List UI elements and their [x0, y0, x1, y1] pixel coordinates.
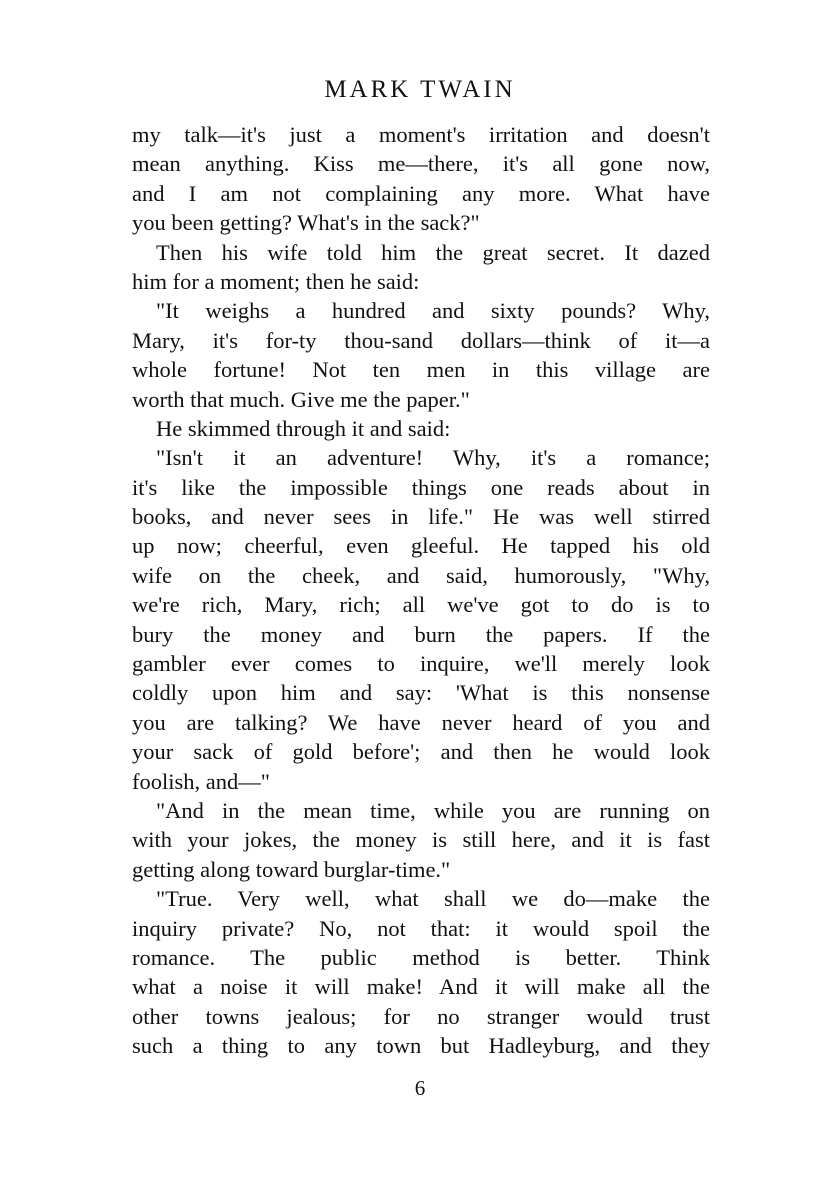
- text-line: books, and never sees in life." He was well stirred: [132, 504, 710, 530]
- text-line: gambler ever comes to inquire, we'll merely look: [132, 651, 710, 677]
- text-line: foolish, and—": [132, 768, 270, 794]
- text-line: we're rich, Mary, rich; all we've got to do is to: [132, 592, 710, 618]
- text-line: Mary, it's for-ty thou-sand dollars—think of it—a: [132, 327, 710, 353]
- text-line: "Isn't it an adventure! Why, it's a romance;: [156, 445, 710, 471]
- text-line: your sack of gold before'; and then he would look: [132, 739, 710, 765]
- text-line: with your jokes, the money is still here, and it is fast: [132, 827, 710, 853]
- text-line: "True. Very well, what shall we do—make the: [156, 886, 710, 912]
- text-line: you been getting? What's in the sack?": [132, 210, 480, 236]
- text-line: him for a moment; then he said:: [132, 268, 420, 294]
- text-line: mean anything. Kiss me—there, it's all gone now,: [132, 151, 710, 177]
- text-line: coldly upon him and say: 'What is this nonsense: [132, 680, 710, 706]
- text-line: you are talking? We have never heard of you and: [132, 709, 710, 735]
- running-head: MARK TWAIN: [324, 76, 516, 103]
- text-line: He skimmed through it and said:: [156, 415, 451, 441]
- text-line: worth that much. Give me the paper.": [132, 386, 470, 412]
- text-line: inquiry private? No, not that: it would spoil the: [132, 915, 710, 941]
- text-line: romance. The public method is better. Think: [132, 944, 710, 970]
- text-line: whole fortune! Not ten men in this village are: [132, 357, 710, 383]
- text-line: what a noise it will make! And it will make all the: [132, 974, 710, 1000]
- text-line: up now; cheerful, even gleeful. He tapped his old: [132, 533, 710, 559]
- text-line: and I am not complaining any more. What have: [132, 180, 710, 206]
- body-text: [132, 120, 710, 1061]
- text-line: "And in the mean time, while you are running on: [156, 797, 710, 823]
- text-line: bury the money and burn the papers. If the: [132, 621, 710, 647]
- text-line: "It weighs a hundred and sixty pounds? Why,: [156, 298, 710, 324]
- text-line: such a thing to any town but Hadleyburg, and they: [132, 1033, 710, 1059]
- page-number: 6: [414, 1076, 426, 1100]
- text-line: getting along toward burglar-time.": [132, 856, 451, 882]
- text-line: my talk—it's just a moment's irritation and doesn't: [132, 122, 710, 147]
- text-line: Then his wife told him the great secret. It dazed: [156, 239, 710, 265]
- text-line: it's like the impossible things one reads about in: [132, 474, 710, 500]
- text-line: wife on the cheek, and said, humorously, "Why,: [132, 562, 710, 588]
- text-line: other towns jealous; for no stranger would trust: [132, 1003, 710, 1029]
